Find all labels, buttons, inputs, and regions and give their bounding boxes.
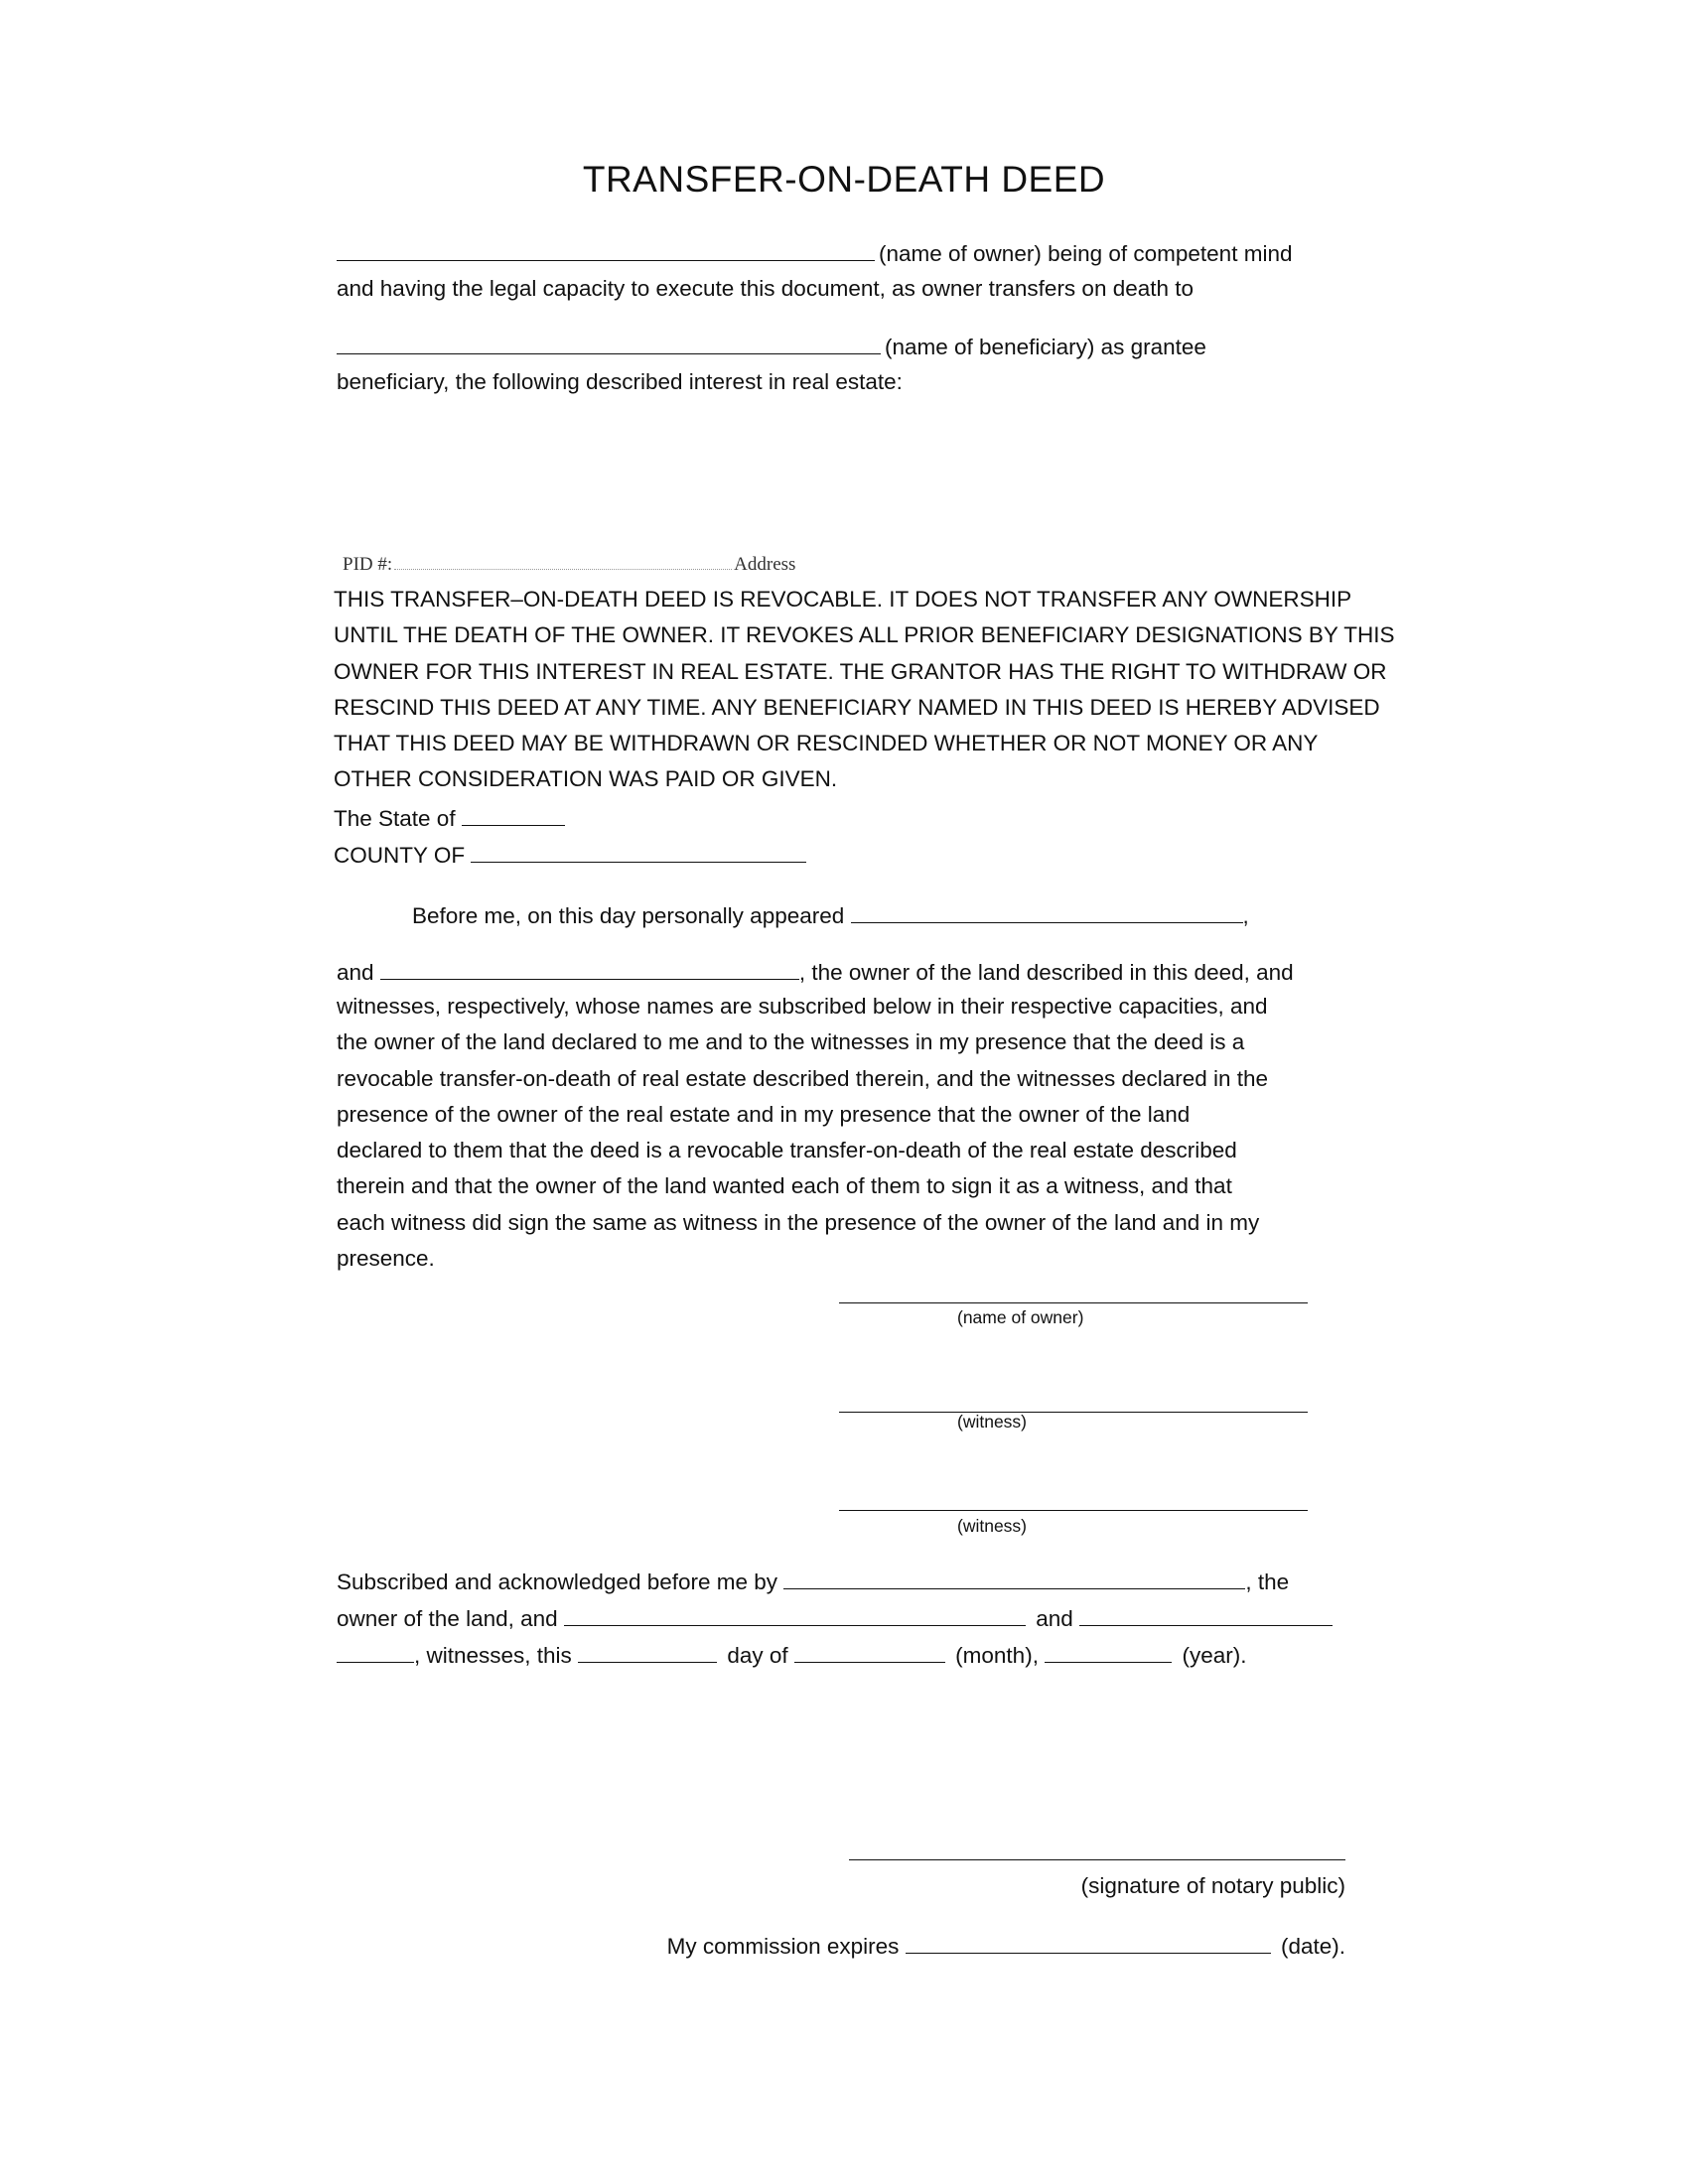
body-line: the owner of the land declared to me and to the witnesses in my presence that the deed is a [337, 1029, 1245, 1055]
pid-address-row [343, 553, 795, 576]
beneficiary-name-blank[interactable] [337, 328, 881, 354]
subscribed-owner-blank[interactable] [783, 1563, 1245, 1589]
subscribed-row-3 [337, 1636, 1247, 1674]
notice-line: THAT THIS DEED MAY BE WITHDRAWN OR RESCINDED WHETHER OR NOT MONEY OR ANY [334, 731, 1319, 756]
notice-line: RESCIND THIS DEED AT ANY TIME. ANY BENEFICIARY NAMED IN THIS DEED IS HEREBY ADVISED [334, 694, 1380, 720]
before-me-row [412, 896, 1249, 934]
body-line: declared to them that the deed is a revocable transfer-on-death of the real estate described [337, 1138, 1237, 1163]
owner-signature-line[interactable] [839, 1302, 1308, 1303]
owner-line [337, 234, 1292, 272]
owner-signature-caption: (name of owner) [957, 1307, 1084, 1327]
body-line: each witness did sign the same as witness in the presence of the owner of the land and in my [337, 1209, 1260, 1235]
and-text: and [1036, 1606, 1073, 1631]
notice-line: OTHER CONSIDERATION WAS PAID OR GIVEN. [334, 766, 838, 792]
year-blank[interactable] [1045, 1636, 1172, 1663]
beneficiary-line-text: (name of beneficiary) as grantee [885, 335, 1206, 359]
county-blank[interactable] [471, 836, 806, 863]
month-blank[interactable] [794, 1636, 945, 1663]
and-row-text: , the owner of the land described in this deed, and [798, 960, 1294, 985]
pid-label: PID #: [343, 554, 393, 575]
acknowledgment-paragraph [337, 989, 1268, 1277]
second-name-blank[interactable] [380, 953, 799, 980]
body-line: witnesses, respectively, whose names are subscribed below in their respective capacities, and [337, 994, 1268, 1019]
notice-line: THIS TRANSFER–ON-DEATH DEED IS REVOCABLE. IT DOES NOT TRANSFER ANY OWNERSHIP [334, 587, 1352, 612]
subscribed-end: , the [1245, 1570, 1290, 1594]
subscribed-text: Subscribed and acknowledged before me by [337, 1570, 778, 1594]
witness2-signature-line[interactable] [839, 1510, 1308, 1511]
body-line: revocable transfer-on-death of real estate described therein, and the witnesses declared in the [337, 1065, 1269, 1091]
and-row [337, 953, 1294, 991]
notary-caption: (signature of notary public) [1080, 1873, 1345, 1898]
appeared-name-blank[interactable] [851, 896, 1243, 923]
owner-line-text: (name of owner) being of competent mind [879, 241, 1293, 266]
page-title: TRANSFER-ON-DEATH DEED [582, 159, 1106, 200]
subscribed-row-2 [337, 1599, 1333, 1637]
county-label: COUNTY OF [334, 843, 466, 868]
owner-of-land-text: owner of the land, and [337, 1606, 558, 1631]
notice-line: OWNER FOR THIS INTEREST IN REAL ESTATE. THE GRANTOR HAS THE RIGHT TO WITHDRAW OR [334, 658, 1387, 684]
owner-name-blank[interactable] [337, 234, 875, 261]
revocable-notice [334, 582, 1395, 798]
day-of-text: day of [727, 1643, 788, 1668]
before-me-comma: , [1242, 903, 1249, 928]
beneficiary-line [337, 328, 1206, 365]
state-blank[interactable] [462, 799, 565, 826]
subscribed-row-1 [337, 1563, 1289, 1600]
commission-date-blank[interactable] [906, 1927, 1271, 1954]
notice-line: UNTIL THE DEATH OF THE OWNER. IT REVOKES ALL PRIOR BENEFICIARY DESIGNATIONS BY THIS [334, 622, 1395, 648]
day-blank[interactable] [578, 1636, 717, 1663]
witness1-caption: (witness) [957, 1412, 1028, 1432]
commission-label: My commission expires [666, 1934, 900, 1959]
body-line: presence of the owner of the real estate and in my presence that the owner of the land [337, 1101, 1191, 1127]
state-row [334, 799, 569, 837]
witness-a-blank[interactable] [564, 1599, 1026, 1626]
body-line: therein and that the owner of the land wanted each of them to sign it as a witness, and that [337, 1173, 1232, 1199]
month-text: (month), [955, 1643, 1039, 1668]
and-label: and [337, 960, 374, 985]
witnesses-this-text: , witnesses, this [414, 1643, 572, 1668]
witness2-caption: (witness) [957, 1516, 1028, 1536]
witness1-signature-line[interactable] [839, 1412, 1308, 1413]
notary-signature-line[interactable] [849, 1859, 1345, 1860]
witness-b-blank[interactable] [1079, 1599, 1333, 1626]
body-line: presence. [337, 1246, 435, 1272]
commission-end: (date). [1280, 1934, 1345, 1959]
owner-line-2: and having the legal capacity to execute this document, as owner transfers on death to [337, 276, 1195, 301]
state-label: The State of [334, 806, 456, 831]
year-text: (year). [1182, 1643, 1247, 1668]
beneficiary-line-2: beneficiary, the following described interest in real estate: [337, 369, 903, 394]
address-label: Address [734, 554, 796, 575]
witness-b-blank-cont[interactable] [337, 1636, 414, 1663]
pid-field[interactable] [394, 553, 732, 570]
county-row [334, 836, 810, 874]
commission-row [667, 1927, 1345, 1965]
before-me-text: Before me, on this day personally appeared [412, 903, 845, 928]
